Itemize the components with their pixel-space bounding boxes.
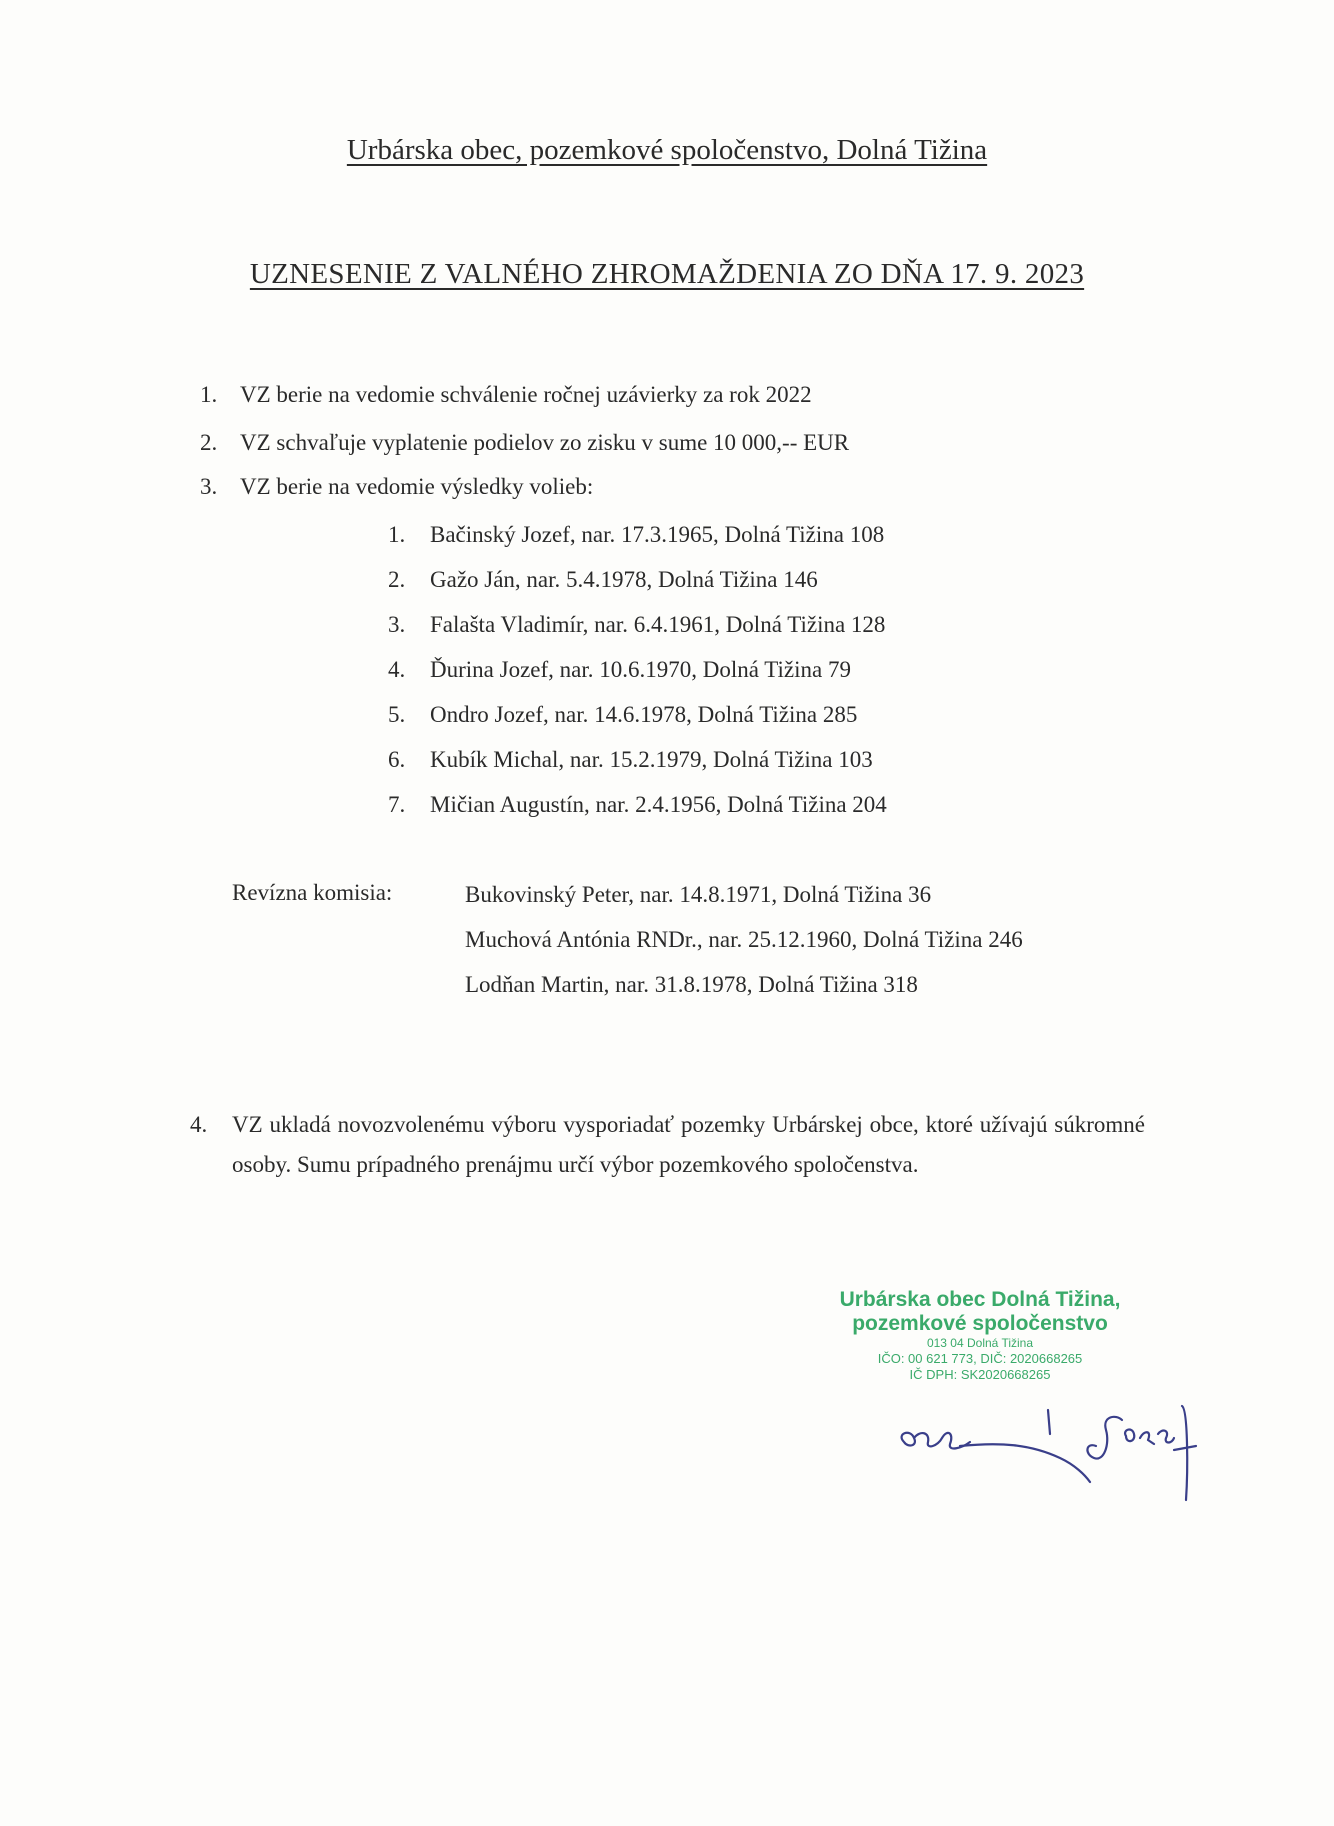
member-text: Bačinský Jozef, nar. 17.3.1965, Dolná Tižina 108 [430, 522, 885, 547]
member-text: Ondro Jozef, nar. 14.6.1978, Dolná Tižina 285 [430, 702, 858, 727]
stamp-line: Urbárska obec Dolná Tižina, [839, 1288, 1121, 1311]
resolution-text: VZ schvaľuje vyplatenie podielov zo zisku v sume 10 000,-- EUR [240, 430, 850, 455]
member-number: 3. [388, 612, 406, 637]
member-text: Mičian Augustín, nar. 2.4.1956, Dolná Tižina 204 [430, 792, 887, 817]
member-text: Gažo Ján, nar. 5.4.1978, Dolná Tižina 146 [430, 567, 818, 592]
member-text: Kubík Michal, nar. 15.2.1979, Dolná Tižina 103 [430, 747, 873, 772]
member-number: 4. [388, 657, 406, 682]
member-number: 7. [388, 792, 406, 817]
resolution-item-4 [190, 1105, 1145, 1185]
resolution-number: 1. [200, 382, 218, 407]
handwritten-signature [890, 1350, 1200, 1520]
audit-committee-label: Revízna komisia: [232, 880, 393, 905]
elected-member [388, 520, 884, 550]
member-number: 6. [388, 747, 406, 772]
elected-member [388, 565, 818, 595]
elected-member [388, 655, 851, 685]
organization-title: Urbárska obec, pozemkové spoločenstvo, Dolná Tižina [346, 134, 988, 166]
member-text: Falašta Vladimír, nar. 6.4.1961, Dolná Tižina 128 [430, 612, 886, 637]
elected-member [388, 745, 873, 775]
stamp-line: 013 04 Dolná Tižina [926, 1336, 1034, 1350]
member-number: 5. [388, 702, 406, 727]
resolution-number: 2. [200, 430, 218, 455]
member-text: Ďurina Jozef, nar. 10.6.1970, Dolná Tižina 79 [430, 657, 851, 682]
stamp-line: IČO: 00 621 773, DIČ: 2020668265 [877, 1351, 1083, 1366]
audit-committee-member: Muchová Antónia RNDr., nar. 25.12.1960, Dolná Tižina 246 [465, 927, 1023, 952]
resolution-number: 3. [200, 474, 218, 499]
elected-member [388, 790, 887, 820]
stamp-line: IČ DPH: SK2020668265 [909, 1367, 1051, 1382]
elected-member [388, 700, 857, 730]
resolution-text: VZ berie na vedomie schválenie ročnej uzávierky za rok 2022 [240, 382, 812, 407]
stamp-line: pozemkové spoločenstvo [852, 1312, 1108, 1335]
document-title: UZNESENIE Z VALNÉHO ZHROMAŽDENIA ZO DŇA 17. 9. 2023 [249, 258, 1085, 290]
audit-committee-member: Lodňan Martin, nar. 31.8.1978, Dolná Tižina 318 [465, 972, 918, 997]
resolution-number: 4. [190, 1112, 208, 1137]
audit-committee-member: Bukovinský Peter, nar. 14.8.1971, Dolná Tižina 36 [465, 882, 932, 907]
resolution-text: VZ berie na vedomie výsledky volieb: [240, 474, 594, 499]
member-number: 1. [388, 522, 406, 547]
elected-member [388, 610, 885, 640]
member-number: 2. [388, 567, 406, 592]
resolution-text: VZ ukladá novozvolenému výboru vysporiadať pozemky Urbárskej obce, ktoré užívajú súkromné osoby. Sumu prípadného prenájmu určí výbor pozemkového spoločenstva. [232, 1112, 1145, 1177]
